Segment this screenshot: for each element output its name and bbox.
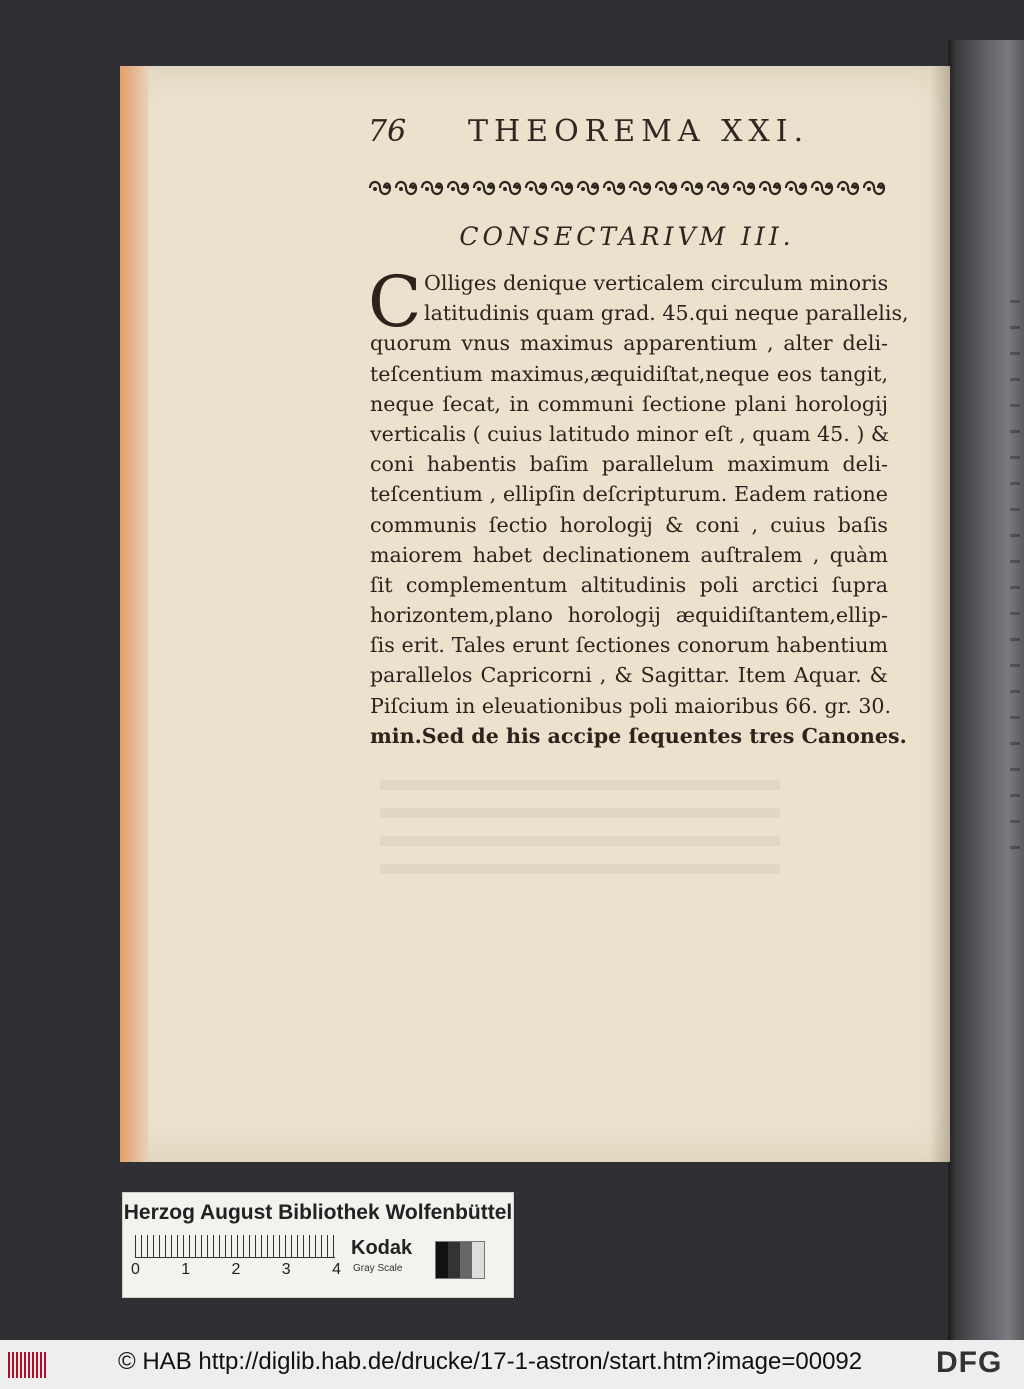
text-line: quorum vnus maximus apparentium , alter deli-: [370, 331, 888, 356]
hab-logo-icon: [8, 1352, 48, 1378]
page-edge: [120, 66, 148, 1162]
ruler-numbers: [131, 1261, 341, 1279]
ruler-number: 3: [281, 1261, 291, 1278]
scale-ruler: [135, 1235, 335, 1258]
text-line: ſit complementum altitudinis poli arctici ſupra: [370, 572, 888, 597]
gray-swatch: [460, 1242, 472, 1278]
gutter-shadow: [930, 66, 952, 1162]
text-line: verticalis ( cuius latitudo minor eſt , quam 45. ) &: [370, 421, 890, 446]
card-title: Herzog August Bibliothek Wolfenbüttel: [123, 1201, 513, 1224]
gray-swatch: [448, 1242, 460, 1278]
page-header: [368, 112, 888, 152]
ruler-number: 2: [231, 1261, 241, 1278]
ruler-number: 4: [332, 1261, 341, 1278]
text-line: neque ſecat, in communi ſectione plani horologij: [370, 391, 888, 416]
text-line: ſis erit. Tales erunt ſectiones conorum habentium: [370, 633, 888, 658]
text-line: latitudinis quam grad. 45.qui neque parallelis,: [424, 301, 909, 326]
gray-swatches: [435, 1241, 485, 1279]
text-line: parallelos Capricorni , & Sagittar. Item Aquar. &: [370, 663, 888, 688]
running-title: THEOREMA XXI.: [468, 114, 810, 149]
footer-bar: [0, 1340, 1024, 1389]
text-line: maiorem habet declinationem auſtralem , quàm: [370, 542, 888, 567]
text-line: Piſcium in eleuationibus poli maioribus 66. gr. 30.: [370, 693, 892, 718]
kodak-label: Kodak: [351, 1237, 413, 1259]
footer-source-link[interactable]: © HAB http://diglib.hab.de/drucke/17-1-astron/start.htm?image=00092: [118, 1348, 863, 1375]
text-line: horizontem,plano horologij æquidiſtantem,ellip-: [370, 603, 888, 628]
color-calibration-card: [122, 1192, 514, 1298]
facing-page-text-bleed: [1010, 300, 1020, 860]
gray-swatch: [436, 1242, 448, 1278]
text-line: teſcentium , ellipſin deſcripturum. Eadem ratione: [370, 482, 888, 507]
ornamental-band: [368, 176, 886, 200]
text-line: coni habentis baſim parallelum maximum deli-: [370, 452, 888, 477]
grayscale-label: Gray Scale: [353, 1263, 403, 1274]
dfg-logo: DFG: [936, 1346, 1003, 1379]
section-subtitle: CONSECTARIVM III.: [459, 222, 795, 251]
ornament-pattern: [368, 176, 886, 200]
text-line: teſcentium maximus,æquidiſtat,neque eos tangit,: [370, 361, 888, 386]
show-through-text: [380, 780, 780, 890]
text-line: Olliges denique verticalem circulum minoris: [424, 271, 889, 295]
ruler-number: 0: [131, 1261, 140, 1278]
text-line: communis ſectio horologij & coni , cuius baſis: [370, 512, 888, 537]
body-text: [368, 261, 909, 751]
facing-page-edge: [948, 40, 1024, 1340]
page-number: 76: [368, 114, 407, 149]
ruler-number: 1: [181, 1261, 191, 1278]
text-line: min.Sed de his accipe ſequentes tres Canones.: [370, 723, 907, 748]
gray-swatch: [472, 1242, 484, 1278]
drop-capital: C: [368, 261, 422, 343]
